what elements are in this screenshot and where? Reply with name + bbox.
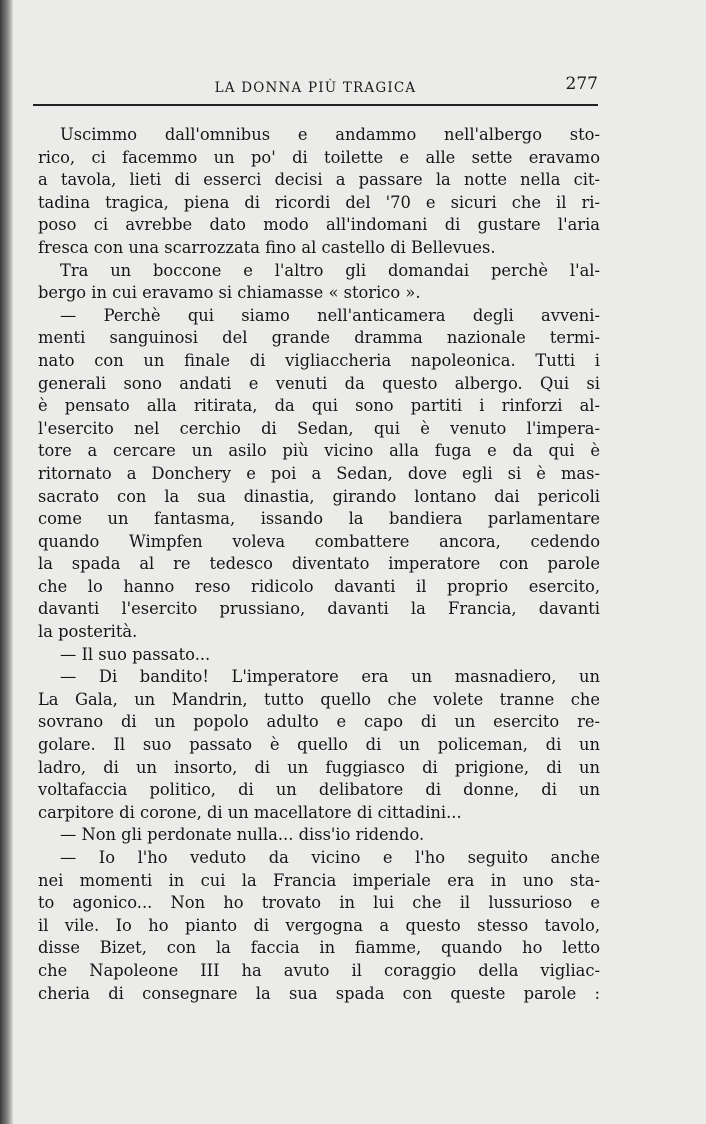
text-line: a tavola, lieti di esserci decisi a passare la notte nella cit- bbox=[38, 170, 600, 190]
text-line: Uscimmo dall'omnibus e andammo nell'albergo sto- bbox=[60, 125, 600, 144]
text-line: — Io l'ho veduto da vicino e l'ho seguito anche bbox=[60, 848, 600, 867]
text-line: l'esercito nel cerchio di Sedan, qui è venuto l'impera- bbox=[38, 418, 600, 438]
header-rule bbox=[33, 104, 598, 106]
text-line: fresca con una scarrozzata fino al castello di Bellevues. bbox=[38, 237, 496, 257]
text-line: — Non gli perdonate nulla... diss'io ridendo. bbox=[60, 825, 425, 845]
text-line: generali sono andati e venuti da questo albergo. Qui si bbox=[38, 373, 600, 393]
text-line: rico, ci facemmo un po' di toilette e alle sette eravamo bbox=[38, 147, 600, 167]
text-line: — Perchè qui siamo nell'anticamera degli avveni- bbox=[60, 305, 600, 325]
text-line: davanti l'esercito prussiano, davanti la Francia, davanti bbox=[38, 599, 600, 619]
text-line: voltafaccia politico, di un delibatore di donne, di un bbox=[38, 780, 600, 800]
page-header bbox=[33, 74, 598, 104]
text-line: nato con un finale di vigliaccheria napoleonica. Tutti i bbox=[38, 350, 600, 370]
text-line: nei momenti in cui la Francia imperiale era in uno sta- bbox=[38, 870, 600, 890]
text-line: la spada al re tedesco diventato imperatore con parole bbox=[38, 554, 600, 574]
text-line: che lo hanno reso ridicolo davanti il proprio esercito, bbox=[38, 576, 600, 596]
text-line: la posterità. bbox=[38, 622, 138, 642]
text-line: il vile. Io ho pianto di vergogna a questo stesso tavolo, bbox=[38, 915, 600, 935]
text-line: che Napoleone III ha avuto il coraggio della vigliac- bbox=[38, 960, 600, 980]
text-line: sovrano di un popolo adulto e capo di un esercito re- bbox=[38, 712, 600, 732]
text-line: carpitore di corone, di un macellatore di cittadini... bbox=[38, 802, 462, 822]
text-line: sacrato con la sua dinastia, girando lontano dai pericoli bbox=[38, 486, 600, 506]
text-line: poso ci avrebbe dato modo all'indomani di gustare l'aria bbox=[38, 215, 600, 235]
text-line: golare. Il suo passato è quello di un policeman, di un bbox=[38, 735, 600, 755]
text-line: ritornato a Donchery e poi a Sedan, dove egli si è mas- bbox=[38, 463, 600, 483]
text-line: menti sanguinosi del grande dramma nazionale termi- bbox=[38, 328, 600, 348]
text-line: Tra un boccone e l'altro gli domandai perchè l'al- bbox=[60, 260, 600, 280]
text-line: tadina tragica, piena di ricordi del '70 e sicuri che il ri- bbox=[38, 192, 600, 212]
text-line: quando Wimpfen voleva combattere ancora, cedendo bbox=[38, 531, 600, 551]
text-line: è pensato alla ritirata, da qui sono partiti i rinforzi al- bbox=[38, 396, 600, 416]
page-number: 277 bbox=[565, 74, 598, 94]
text-line: tore a cercare un asilo più vicino alla fuga e da qui è bbox=[38, 441, 600, 461]
text-line: La Gala, un Mandrin, tutto quello che volete tranne che bbox=[38, 689, 600, 709]
text-line: — Il suo passato... bbox=[60, 644, 211, 664]
text-body bbox=[38, 124, 600, 1005]
text-line: come un fantasma, issando la bandiera parlamentare bbox=[38, 509, 600, 529]
text-line: disse Bizet, con la faccia in fiamme, quando ho letto bbox=[38, 938, 600, 958]
running-title: LA DONNA PIÙ TRAGICA bbox=[214, 80, 417, 96]
text-line: — Di bandito! L'imperatore era un masnadiero, un bbox=[60, 667, 600, 687]
text-line: bergo in cui eravamo si chiamasse « storico ». bbox=[38, 283, 421, 303]
text-line: to agonico... Non ho trovato in lui che il lussurioso e bbox=[38, 893, 600, 913]
text-line: ladro, di un insorto, di un fuggiasco di prigione, di un bbox=[38, 757, 600, 777]
book-spine-shadow bbox=[0, 0, 13, 1124]
book-page bbox=[13, 0, 706, 1124]
text-line: cheria di consegnare la sua spada con queste parole : bbox=[38, 983, 600, 1003]
